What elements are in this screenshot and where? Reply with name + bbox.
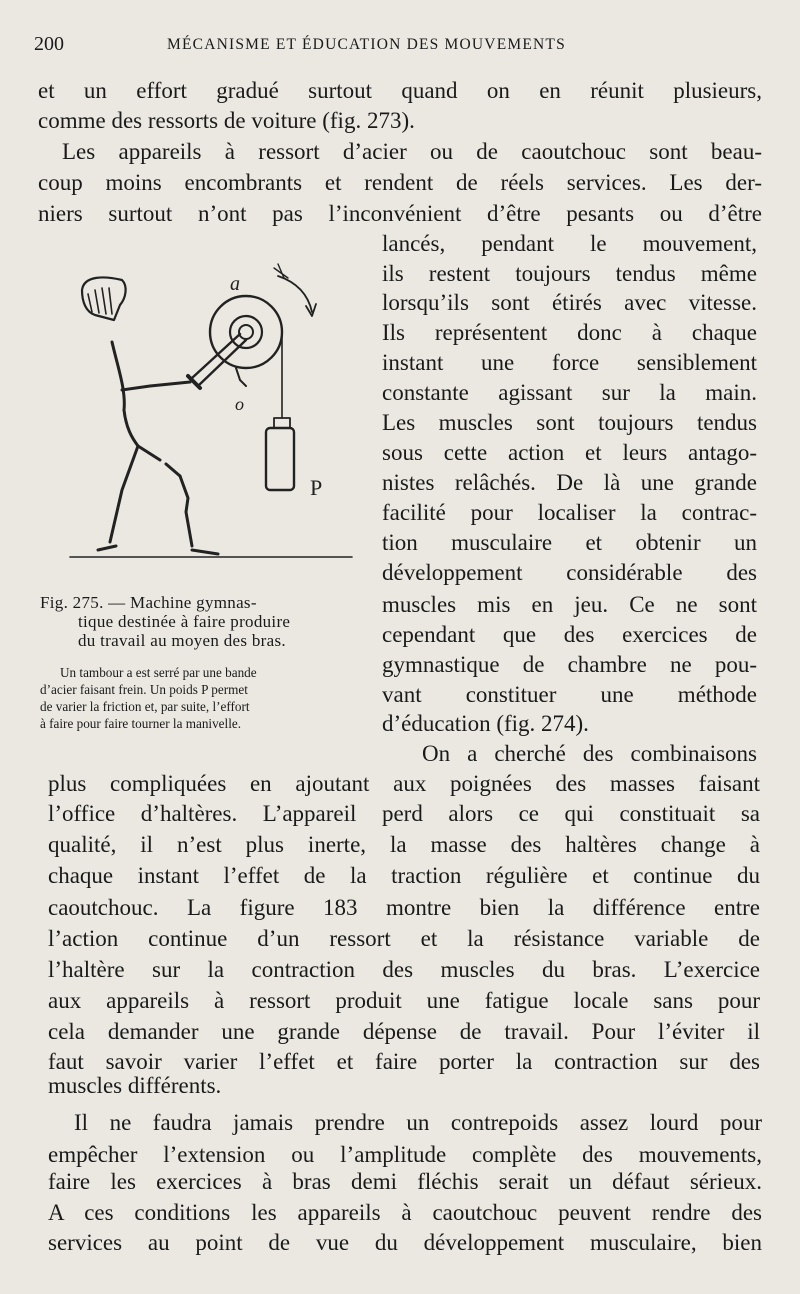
body-line: d’éducation (fig. 274). (382, 711, 589, 736)
caption-body-line: d’acier faisant frein. Un poids P permet (40, 682, 248, 697)
body-line: l’action continue d’un ressort et la résistance variable de (48, 926, 760, 951)
page-number: 200 (34, 33, 64, 55)
body-line: empêcher l’extension ou l’amplitude complète des mouvements, (48, 1142, 762, 1167)
body-line: Il ne faudra jamais prendre un contrepoids assez lourd pour (74, 1110, 762, 1135)
body-line: instant une force sensiblement (382, 350, 757, 375)
body-line: vant constituer une méthode (382, 682, 757, 707)
body-line: constante agissant sur la main. (382, 380, 757, 405)
caption-title-line: tique destinée à faire produire (78, 612, 291, 631)
body-line: Les muscles sont toujours tendus (382, 410, 757, 435)
label-p: P (310, 475, 323, 500)
body-line: services au point de vue du développement musculaire, bien (48, 1230, 762, 1255)
drum-outer (210, 296, 282, 368)
caption-body-line: Un tambour a est serré par une bande (60, 665, 257, 680)
body-line: On a cherché des combinaisons (422, 741, 757, 766)
caption-body-line: à faire pour faire tourner la manivelle. (40, 716, 242, 731)
gymnastic-machine-illustration (40, 250, 360, 570)
body-line: muscles différents. (48, 1073, 222, 1098)
body-line: faut savoir varier l’effet et faire porter la contraction sur des (48, 1049, 760, 1074)
body-line: niers surtout n’ont pas l’inconvénient d’être pesants ou d’être (38, 201, 762, 226)
label-a: a (230, 273, 240, 295)
weight-p (266, 428, 294, 490)
body-line: lorsqu’ils sont étirés avec vitesse. (382, 290, 757, 315)
drum-inner (230, 316, 262, 348)
body-line: faire les exercices à bras demi fléchis serait un défaut sérieux. (48, 1169, 762, 1194)
label-o: o (235, 394, 244, 414)
body-line: l’haltère sur la contraction des muscles du bras. L’exercice (48, 957, 760, 982)
body-line: Ils représentent donc à chaque (382, 320, 757, 345)
body-line: Les appareils à ressort d’acier ou de caoutchouc sont beau- (62, 139, 762, 164)
crank-handle (192, 334, 246, 386)
body-line: nistes relâchés. De là une grande (382, 470, 757, 495)
body-line: chaque instant l’effet de la traction régulière et continue du (48, 863, 760, 888)
body-line: cela demander une grande dépense de travail. Pour l’éviter il (48, 1019, 760, 1044)
body-line: ils restent toujours tendus même (382, 261, 757, 286)
body-line: muscles mis en jeu. Ce ne sont (382, 592, 757, 617)
body-line: coup moins encombrants et rendent de réels services. Les der- (38, 170, 762, 195)
caption-body-line: de varier la friction et, par suite, l’effort (40, 699, 250, 714)
caption-title-line: du travail au moyen des bras. (78, 631, 286, 650)
body-line: lancés, pendant le mouvement, (382, 231, 757, 256)
body-line: cependant que des exercices de (382, 622, 757, 647)
body-line: et un effort gradué surtout quand on en réunit plusieurs, (38, 78, 762, 103)
body-line: plus compliquées en ajoutant aux poignées des masses faisant (48, 771, 760, 796)
body-line: l’office d’haltères. L’appareil perd alors ce qui constituait sa (48, 801, 760, 826)
body-line: gymnastique de chambre ne pou- (382, 652, 757, 677)
body-line: aux appareils à ressort produit une fatigue locale sans pour (48, 988, 760, 1013)
body-line: développement considérable des (382, 560, 757, 585)
body-line: A ces conditions les appareils à caoutchouc peuvent rendre des (48, 1200, 762, 1225)
body-line: facilité pour localiser la contrac- (382, 500, 757, 525)
body-line: sous cette action et leurs antago- (382, 440, 757, 465)
figure-caption-body (40, 664, 356, 732)
body-line: caoutchouc. La figure 183 montre bien la différence entre (48, 895, 760, 920)
body-line: tion musculaire et obtenir un (382, 530, 757, 555)
body-line: comme des ressorts de voiture (fig. 273). (38, 108, 415, 133)
caption-title-line: Fig. 275. — Machine gymnas- (40, 593, 257, 612)
running-head: MÉCANISME ET ÉDUCATION DES MOUVEMENTS (167, 36, 566, 53)
figure-caption-title (40, 593, 356, 650)
page-header (34, 33, 764, 57)
body-line: qualité, il n’est plus inerte, la masse des haltères change à (48, 832, 760, 857)
